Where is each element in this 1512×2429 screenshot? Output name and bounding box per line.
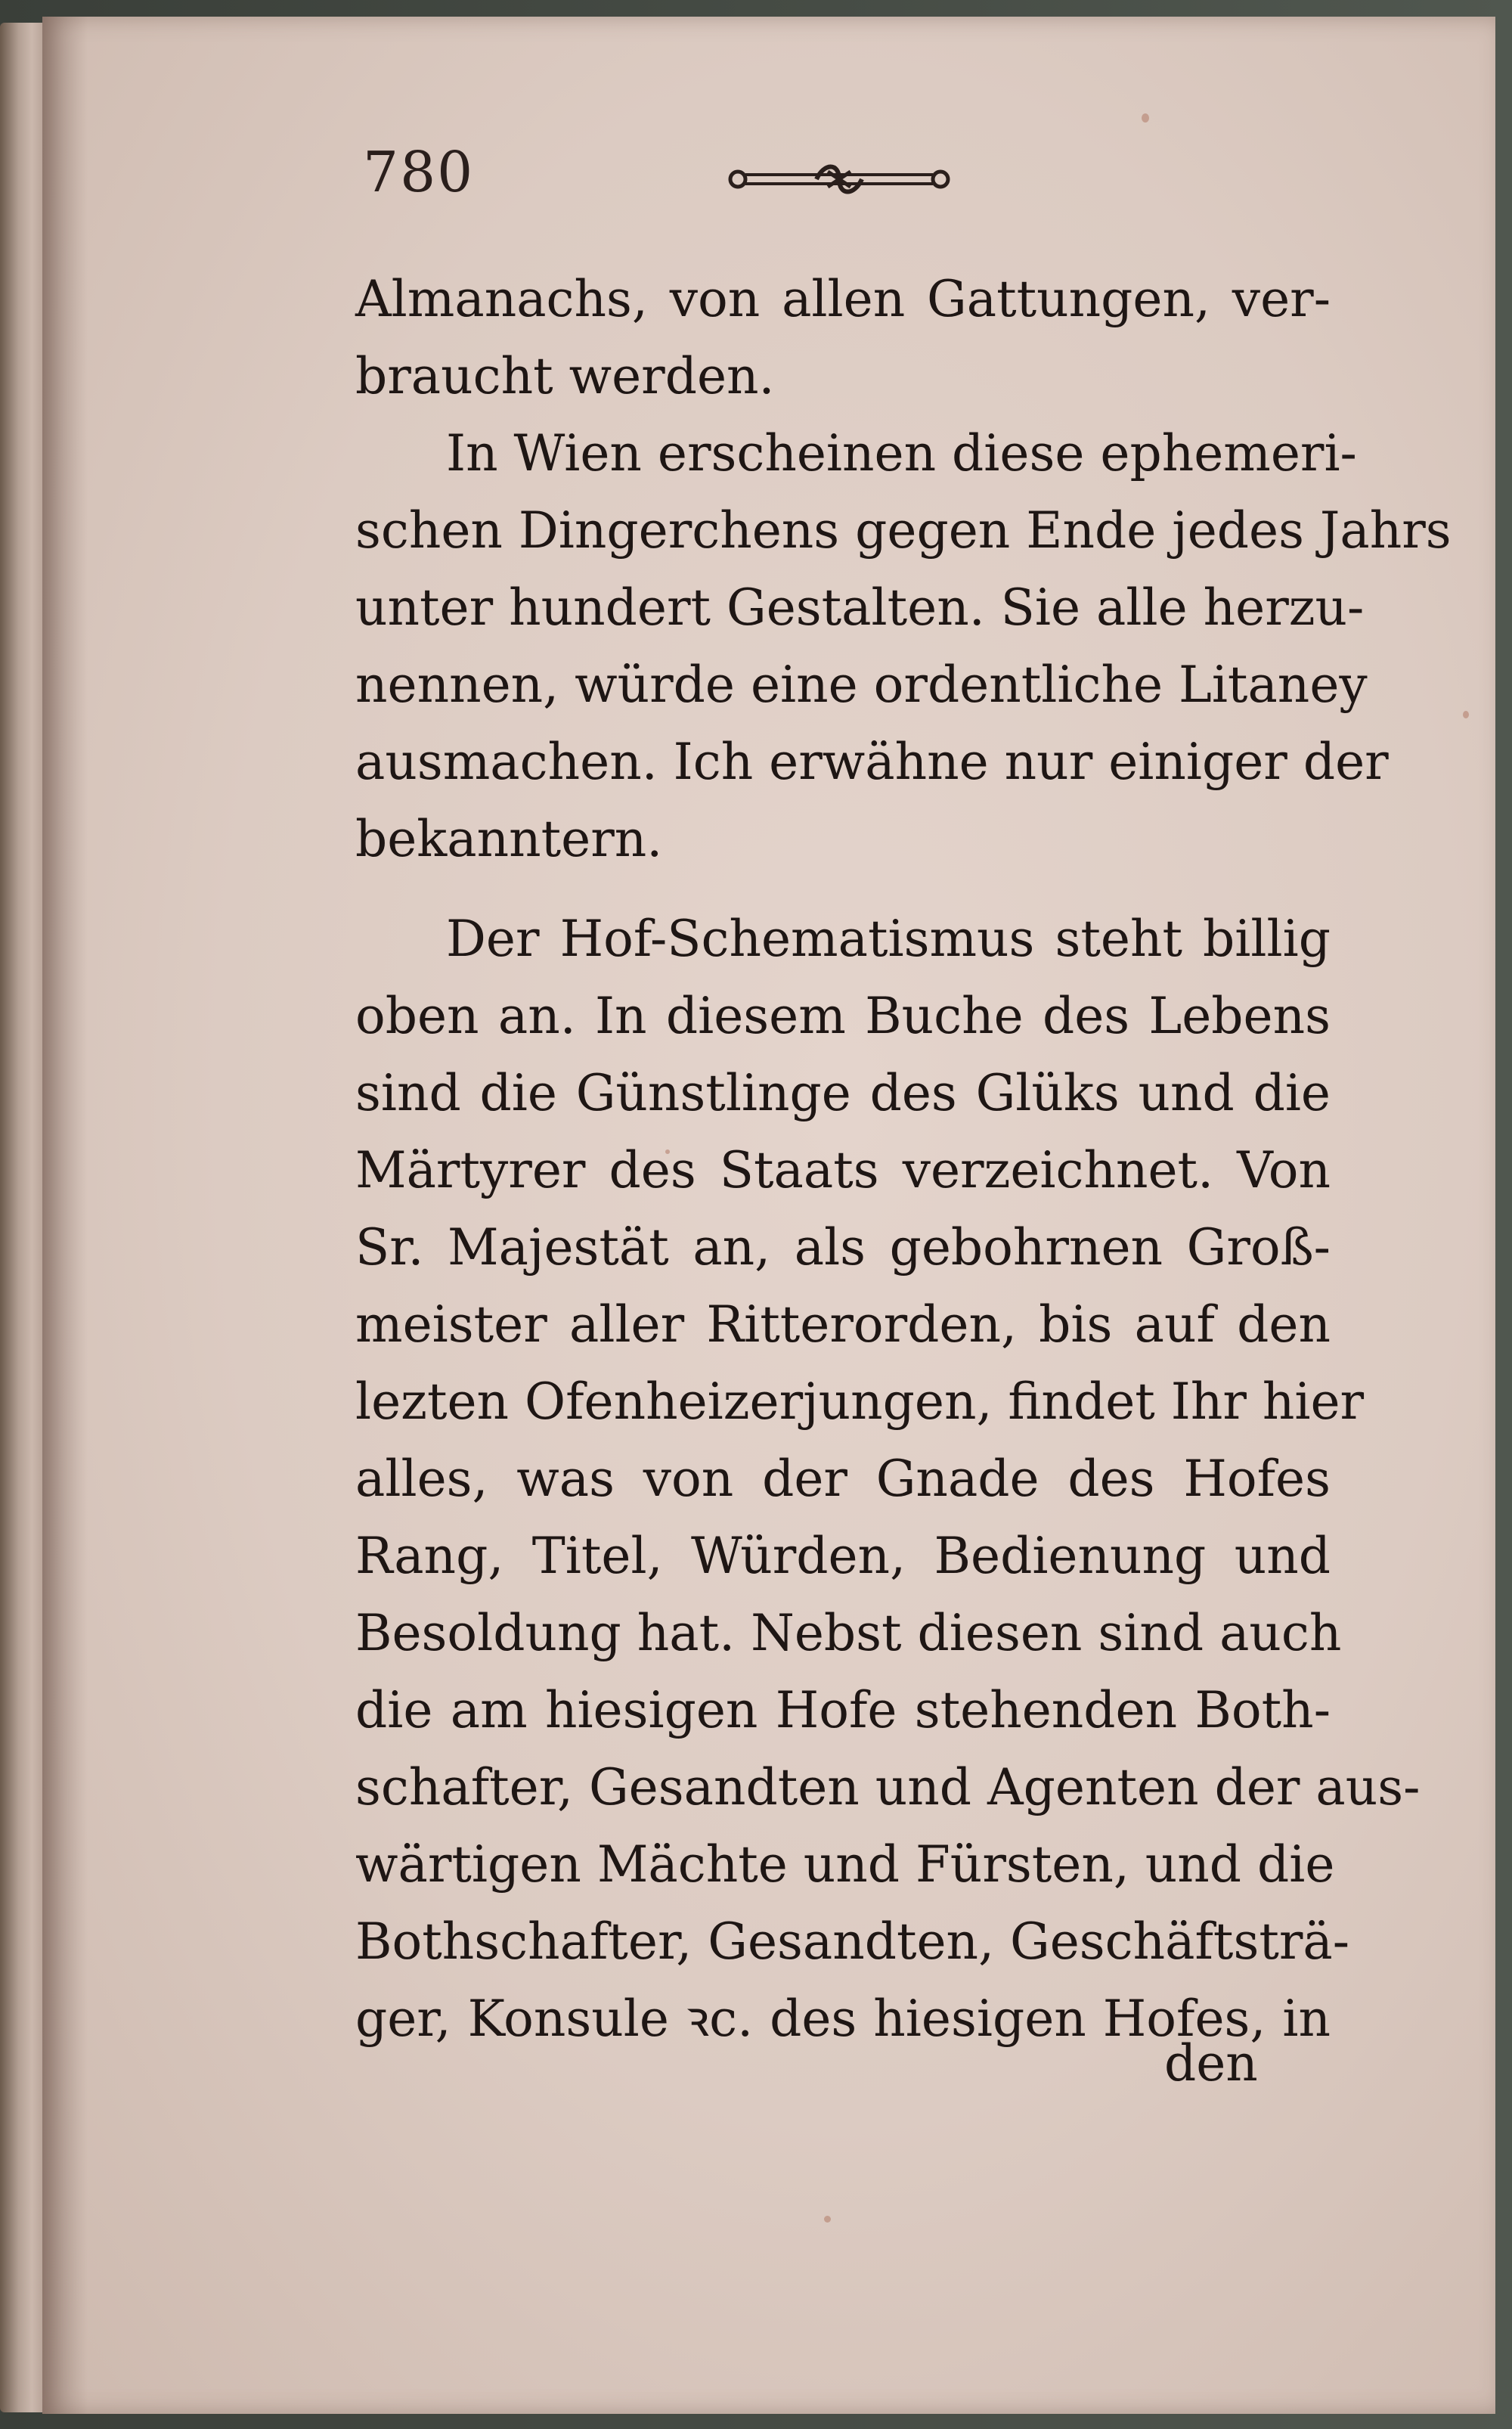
text-line: ger, Konsule ꝛc. des hiesigen Hofes, in — [355, 1990, 1331, 2048]
text-line: In Wien erscheinen diese ephemeri- — [446, 424, 1357, 482]
text-line: Rang, Titel, Würden, Bedienung und — [355, 1527, 1331, 1585]
spine-shadow — [42, 17, 88, 2414]
text-line: Sr. Majestät an, als gebohrnen Groß- — [355, 1218, 1331, 1277]
paper-speck — [824, 2216, 831, 2223]
text-line: Almanachs, von allen Gattungen, ver- — [355, 270, 1331, 328]
ornament-icon — [726, 157, 953, 202]
paper-speck — [1463, 711, 1469, 718]
text-line: Märtyrer des Staats verzeichnet. Von — [355, 1141, 1331, 1199]
page-number: 780 — [363, 140, 475, 205]
text-line: bekanntern. — [355, 810, 663, 868]
text-line: Besoldung hat. Nebst diesen sind auch — [355, 1604, 1342, 1662]
text-line: Der Hof-Schematismus steht billig — [446, 910, 1331, 968]
text-line: sind die Günstlinge des Glüks und die — [355, 1064, 1331, 1122]
text-line: braucht werden. — [355, 347, 775, 405]
text-line: nennen, würde eine ordentliche Litaney — [355, 656, 1368, 714]
text-line: Bothschafter, Gesandten, Geschäftsträ- — [355, 1912, 1350, 1971]
text-line: schafter, Gesandten und Agenten der aus- — [355, 1758, 1421, 1816]
page-header — [363, 140, 968, 223]
text-line: alles, was von der Gnade des Hofes — [355, 1450, 1331, 1508]
catchword: den — [1164, 2034, 1258, 2092]
text-line: meister aller Ritterorden, bis auf den — [355, 1295, 1331, 1354]
paper-speck — [1142, 113, 1149, 123]
text-line: oben an. In diesem Buche des Lebens — [355, 987, 1331, 1045]
text-line: ausmachen. Ich erwähne nur einiger der — [355, 733, 1389, 791]
text-line: schen Dingerchens gegen Ende jedes Jahrs — [355, 501, 1452, 560]
text-line: lezten Ofenheizerjungen, findet Ihr hier — [355, 1373, 1365, 1431]
text-line: die am hiesigen Hofe stehenden Both- — [355, 1681, 1331, 1739]
body-text — [355, 261, 1452, 2058]
text-line: wärtigen Mächte und Fürsten, und die — [355, 1835, 1335, 1894]
text-line: unter hundert Gestalten. Sie alle herzu- — [355, 579, 1365, 637]
